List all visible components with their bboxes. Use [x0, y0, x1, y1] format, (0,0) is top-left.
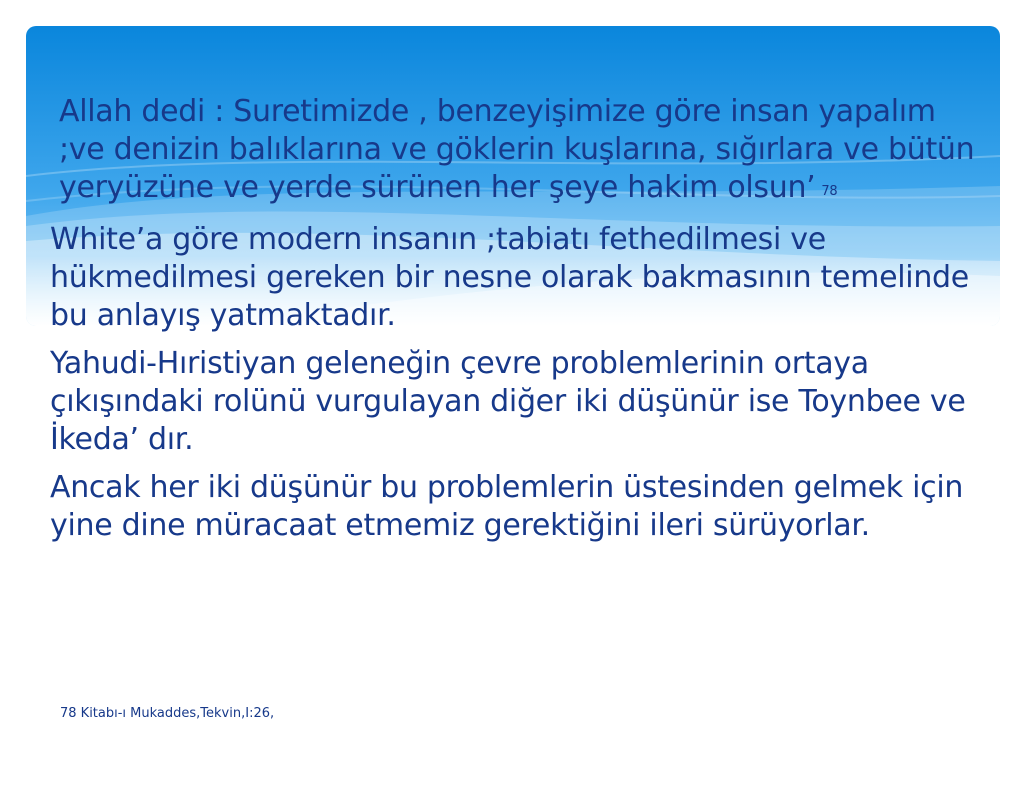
- paragraph-1: [50, 93, 990, 211]
- footnote-reference: 78: [821, 184, 838, 199]
- paragraph-3: Yahudi-Hıristiyan geleneğin çevre problemlerinin ortaya çıkışındaki rolünü vurgulayan diğer iki düşünür ise Toynbee ve İkeda’ dır.: [50, 346, 966, 457]
- paragraph-2: White’a göre modern insanın ;tabiatı fethedilmesi ve hükmedilmesi gereken bir nesne olarak bakmasının temelinde bu anlayış yatmaktadır.: [50, 222, 969, 333]
- paragraph-1-text: Allah dedi : Suretimizde , benzeyişimize göre insan yapalım ;ve denizin balıklarına ve göklerin kuşlarına, sığırlara ve bütün yeryüzüne ve yerde sürünen her şeye hakim olsun’: [59, 94, 975, 205]
- footnote-citation: 78 Kitabı-ı Mukaddes,Tekvin,I:26,: [60, 706, 275, 721]
- paragraph-4: Ancak her iki düşünür bu problemlerin üstesinden gelmek için yine dine müracaat etmemiz gerektiğini ileri sürüyorlar.: [50, 470, 964, 543]
- slide-body: [50, 93, 990, 555]
